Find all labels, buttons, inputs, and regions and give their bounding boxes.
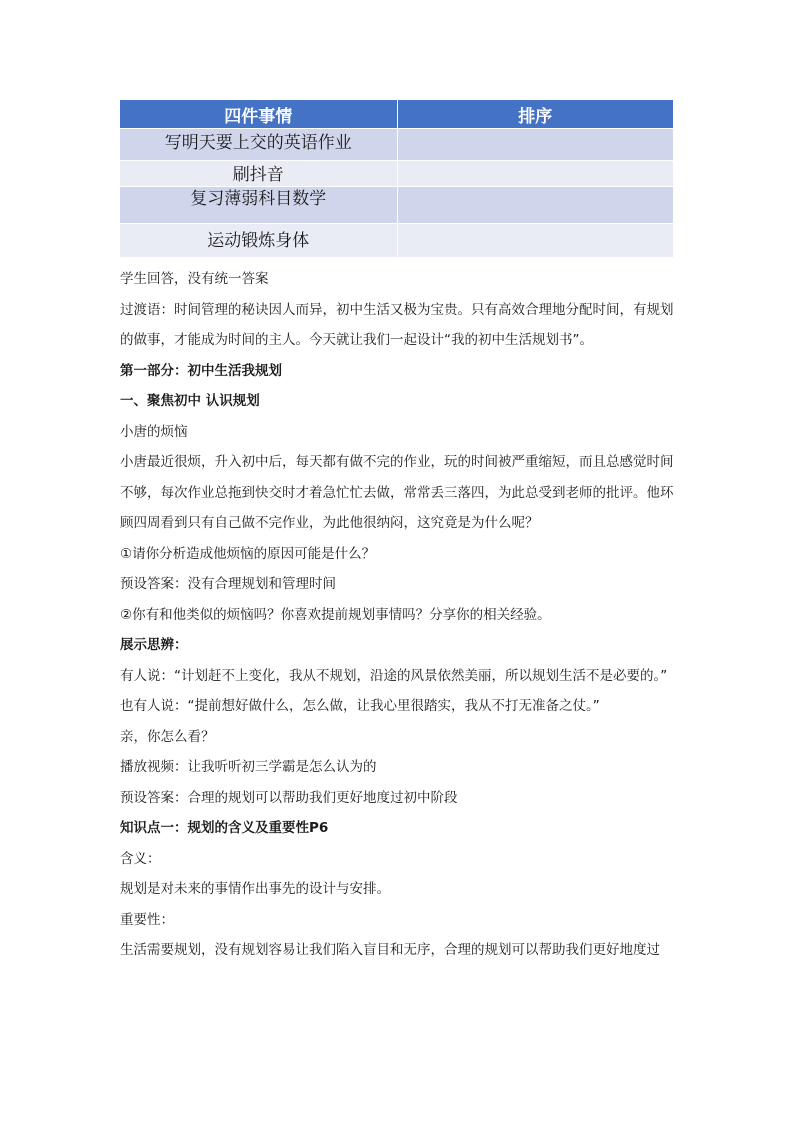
rank-cell <box>397 129 673 161</box>
preset-answer-two: 预设答案：合理的规划可以帮助我们更好地度过初中阶段 <box>120 789 458 806</box>
importance-text: 生活需要规划，没有规划容易让我们陷入盲目和无序，合理的规划可以帮助我们更好地度过 <box>120 942 660 958</box>
question-two: ②你有和他类似的烦恼吗？你喜欢提前规划事情吗？分享你的相关经验。 <box>120 606 551 623</box>
section-heading-part-one: 第一部分：初中生活我规划 <box>120 362 282 379</box>
tasks-table <box>120 100 673 257</box>
meaning-text: 规划是对未来的事情作出事先的设计与安排。 <box>120 881 390 897</box>
story-paragraph: 小唐最近很烦，升入初中后，每天都有做不完的作业，玩的时间被严重缩短，而且总感觉时间不够，每次作业总拖到快交时才着急忙忙去做，常常丢三落四，为此总受到老师的批评。他环顾四周看到只有自己做不完作业，为此他很纳闷，这究竟是为什么呢？ <box>120 454 674 531</box>
document-body <box>120 264 678 966</box>
preset-answer-one: 预设答案：没有合理规划和管理时间 <box>120 576 336 592</box>
importance-label: 重要性： <box>120 911 174 928</box>
student-answer-note: 学生回答，没有统一答案 <box>120 271 269 287</box>
task-cell: 复习薄弱科目数学 <box>120 187 397 224</box>
opinion-one: 有人说：“计划赶不上变化，我从不规划，沿途的风景依然美丽，所以规划生活不是必要的。” <box>120 667 668 684</box>
debate-heading: 展示思辨： <box>120 637 188 653</box>
table-row <box>120 129 673 161</box>
table-row <box>120 161 673 187</box>
table-header-row <box>120 100 673 129</box>
video-note: 播放视频：让我听听初三学霸是怎么认为的 <box>120 759 377 775</box>
task-cell: 运动锻炼身体 <box>120 224 397 258</box>
header-ranking: 排序 <box>397 100 673 129</box>
task-cell: 写明天要上交的英语作业 <box>120 129 397 161</box>
header-tasks: 四件事情 <box>120 100 397 129</box>
rank-cell <box>397 161 673 187</box>
question-one: ①请你分析造成他烦恼的原因可能是什么？ <box>120 545 376 562</box>
meaning-label: 含义： <box>120 850 161 867</box>
transition-paragraph: 过渡语：时间管理的秘诀因人而异，初中生活又极为宝贵。只有高效合理地分配时间，有规划的做事，才能成为时间的主人。今天就让我们一起设计“我的初中生活规划书”。 <box>120 301 674 348</box>
table-row <box>120 224 673 258</box>
rank-cell <box>397 224 673 258</box>
task-cell: 刷抖音 <box>120 161 397 187</box>
opinion-two: 也有人说：“提前想好做什么，怎么做，让我心里很踏实，我从不打无准备之仗。” <box>120 698 600 714</box>
knowledge-point-heading: 知识点一：规划的含义及重要性P6 <box>120 820 329 836</box>
story-title: 小唐的烦恼 <box>120 423 188 440</box>
subsection-heading: 一、聚焦初中 认识规划 <box>120 393 260 409</box>
prompt-question: 亲，你怎么看？ <box>120 728 215 745</box>
table-row <box>120 187 673 224</box>
rank-cell <box>397 187 673 224</box>
